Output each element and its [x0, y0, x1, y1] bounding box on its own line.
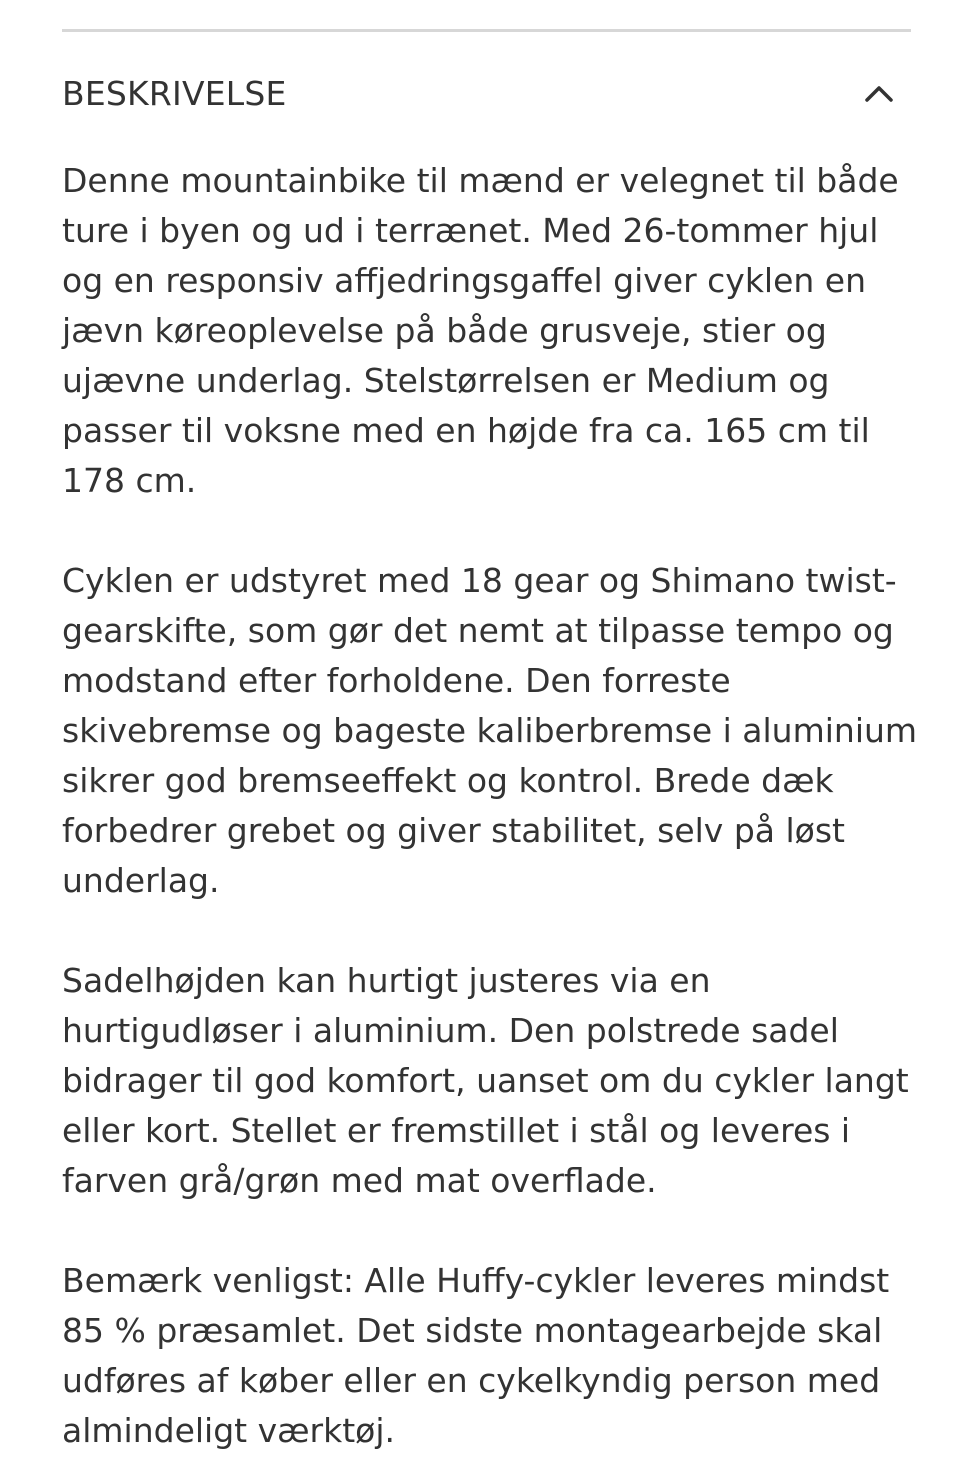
description-paragraph: Bemærk venligst: Alle Huffy-cykler leveres mindst 85 % præsamlet. Det sidste montagearbejde skal udføres af køber eller en cykelkyndig person med almindeligt værktøj.: [62, 1261, 890, 1450]
chevron-up-icon[interactable]: [863, 78, 895, 110]
description-content: [62, 156, 922, 1456]
description-paragraph: Cyklen er udstyret med 18 gear og Shimano twist- gearskifte, som gør det nemt at tilpasse tempo og modstand efter forholdene. Den forreste skivebremse og bageste kaliberbremse i aluminium sikrer god bremseeffekt og kontrol. Brede dæk forbedrer grebet og giver stabilitet, selv på løst underlag.: [62, 561, 918, 900]
section-title: BESKRIVELSE: [62, 74, 287, 113]
section-divider: [62, 29, 911, 32]
description-paragraph: Denne mountainbike til mænd er velegnet til både ture i byen og ud i terrænet. Med 26-tommer hjul og en responsiv affjedringsgaffel giver cyklen en jævn køreoplevelse på både grusveje, stier og ujævne underlag. Stelstørrelsen er Medium og passer til voksne med en højde fra ca. 165 cm til 178 cm.: [62, 161, 899, 500]
description-paragraph: Sadelhøjden kan hurtigt justeres via en hurtigudløser i aluminium. Den polstrede sadel bidrager til god komfort, uanset om du cykler langt eller kort. Stellet er fremstillet i stål og leveres i farven grå/grøn med mat overflade.: [62, 961, 909, 1200]
description-accordion-toggle[interactable]: [62, 68, 911, 120]
